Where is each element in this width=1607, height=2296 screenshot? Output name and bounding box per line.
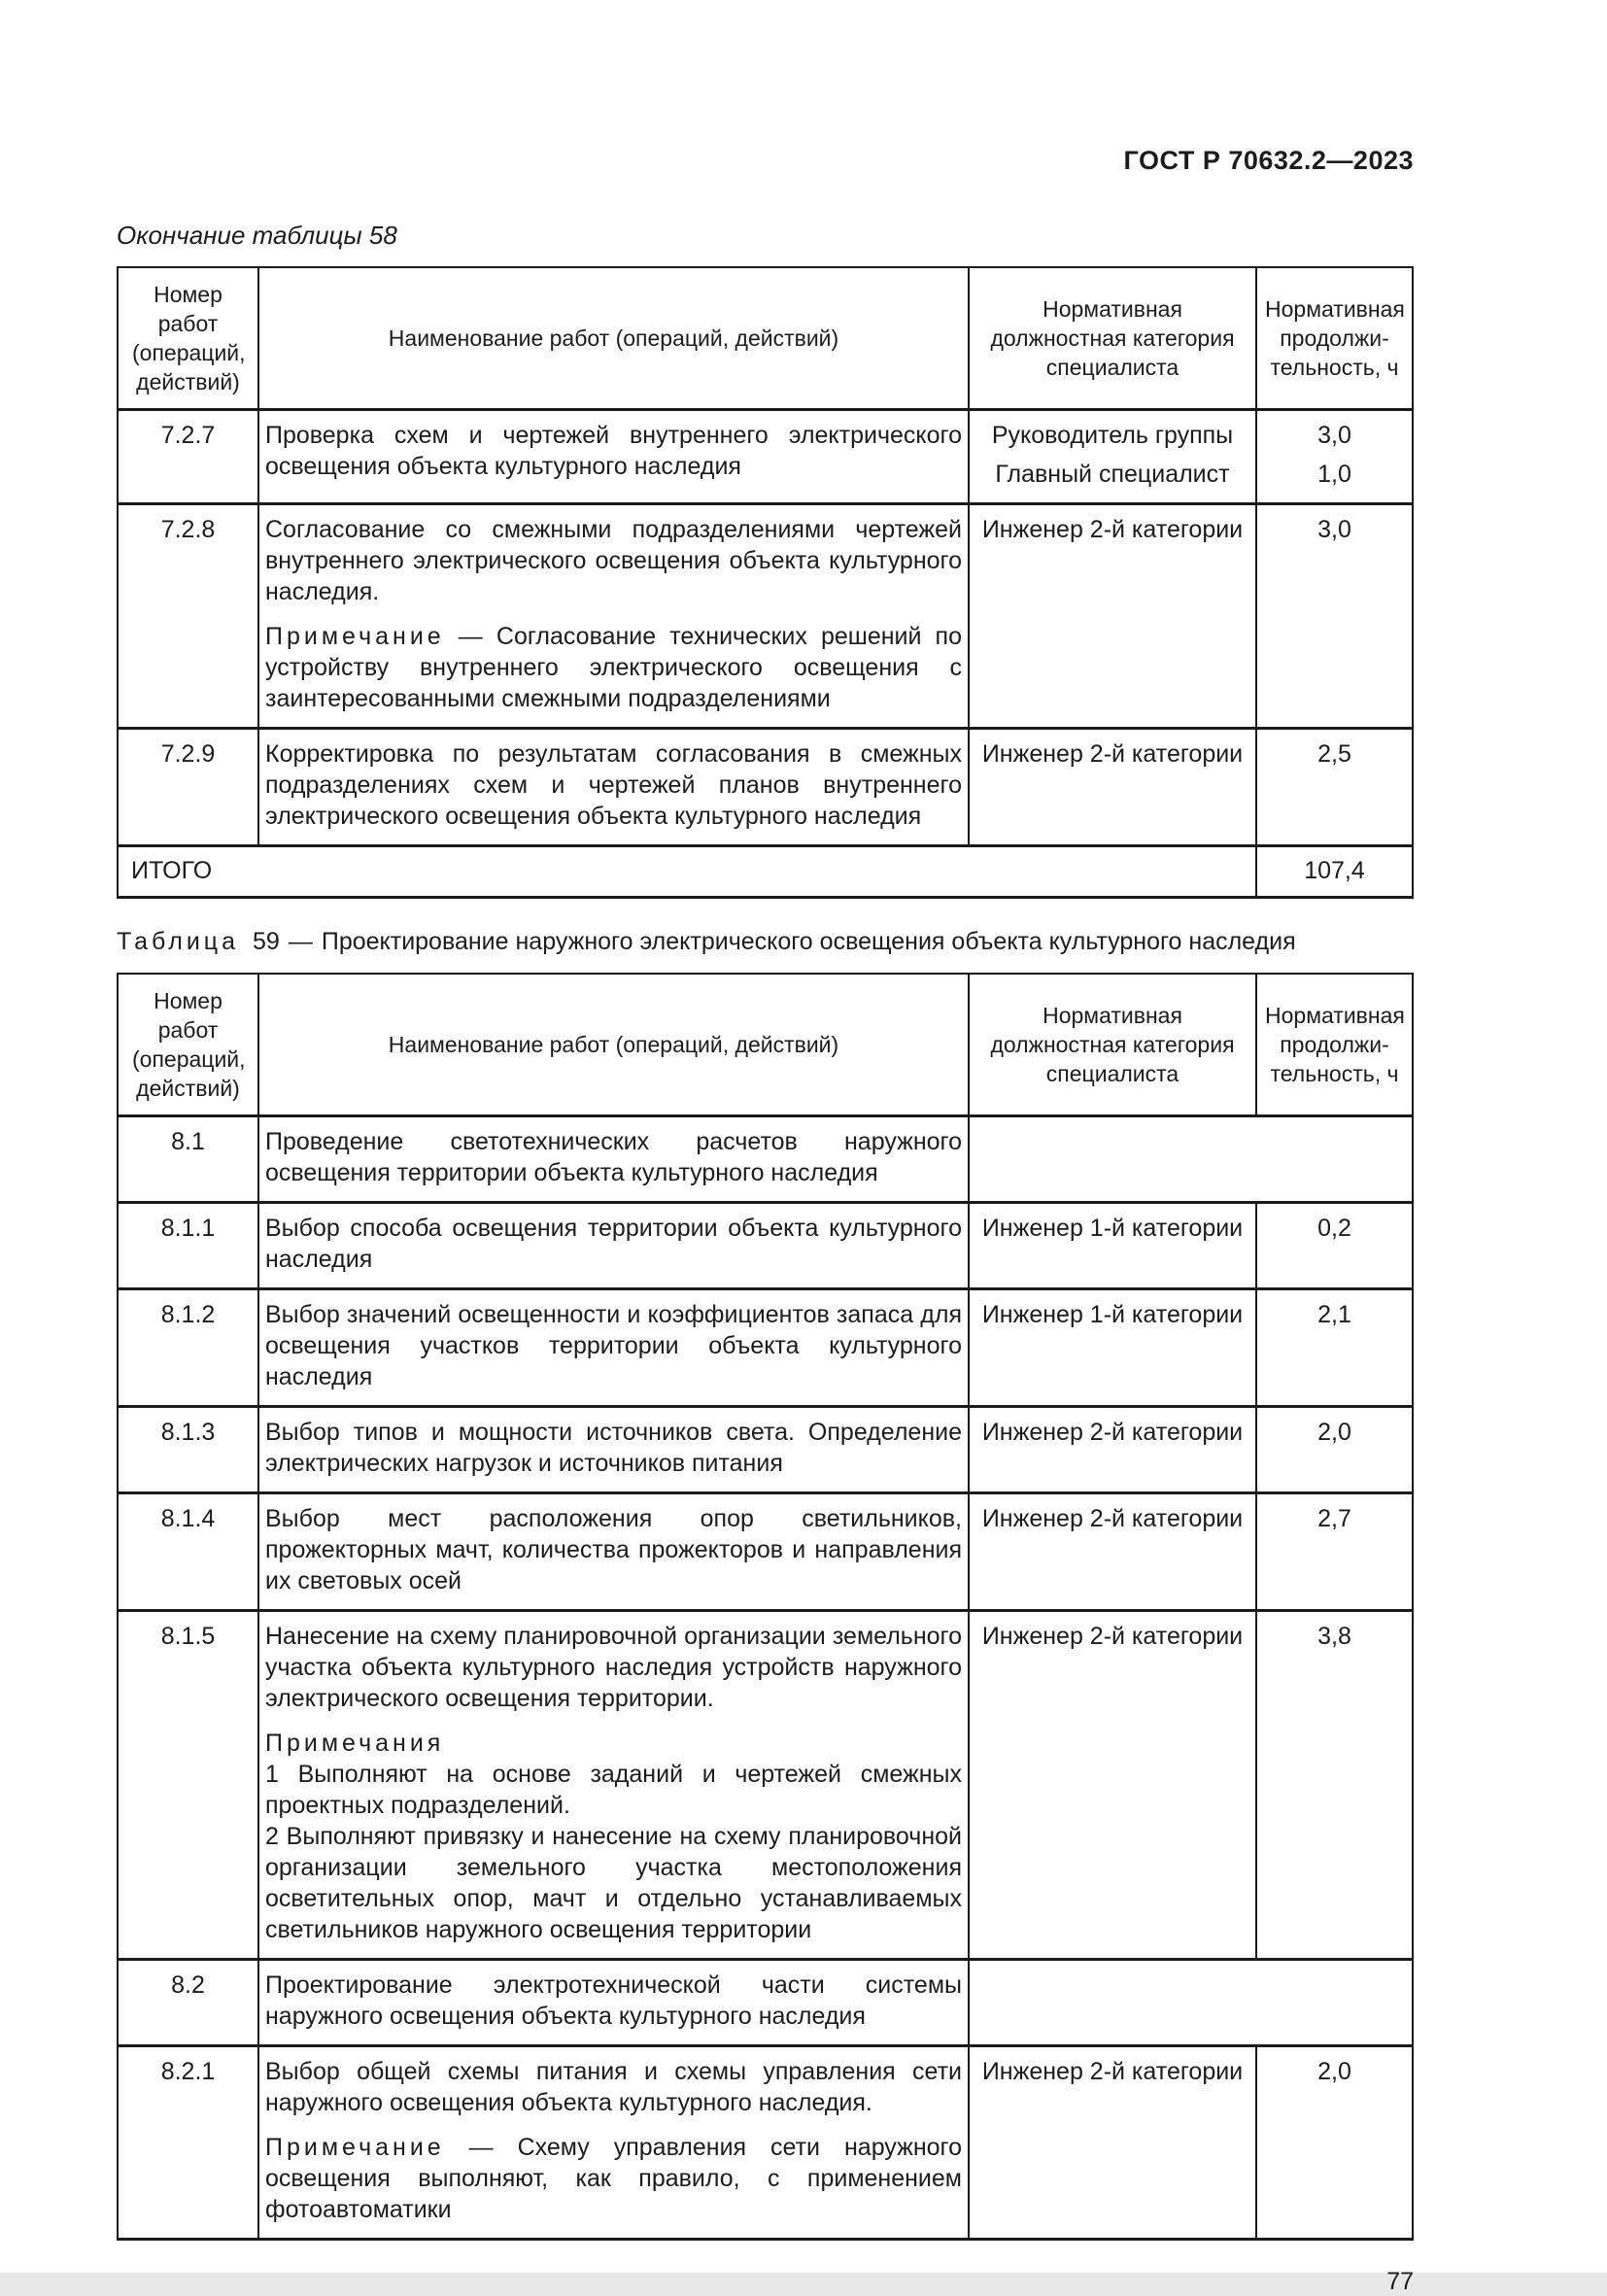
duration-value: 3,0 [1317, 422, 1351, 449]
specialist: Руководитель группы [991, 422, 1234, 449]
notes-label: Примечания [265, 1730, 445, 1757]
work-name: Проведение светотехнических расчетов наружного освещения территории объекта культурного наследия [265, 1128, 962, 1186]
duration-value: 2,0 [1256, 2046, 1413, 2240]
work-number: 8.1.1 [118, 1203, 258, 1289]
work-name-cell [258, 410, 969, 504]
row-8-1-3 [118, 1407, 1413, 1493]
specialist: Инженер 2-й категории [969, 1611, 1256, 1960]
work-number: 7.2.8 [118, 504, 258, 729]
work-name-cell [258, 1493, 969, 1611]
document-title: ГОСТ Р 70632.2—2023 [1123, 146, 1414, 175]
work-note [265, 2132, 962, 2225]
column-header-duration: Нормативная продолжи-тельность, ч [1256, 267, 1413, 410]
total-row [118, 846, 1413, 898]
work-name: Выбор типов и мощности источников света. Определение электрических нагрузок и источников питания [265, 1419, 962, 1477]
column-header-work-number: Номер работ (операций, действий) [118, 267, 258, 410]
duration-value: 3,8 [1256, 1611, 1413, 1960]
table58-header-row [118, 267, 1413, 410]
row-7-2-8 [118, 504, 1413, 729]
table58-continuation-caption: Окончание таблицы 58 [117, 221, 397, 250]
column-header-work-name: Наименование работ (операций, действий) [258, 974, 969, 1116]
specialist: Инженер 2-й категории [969, 2046, 1256, 2240]
table-59 [117, 973, 1414, 2241]
work-name-cell [258, 504, 969, 729]
table-58-end [117, 266, 1414, 899]
duration-value: 1,0 [1317, 461, 1351, 488]
duration-value: 2,5 [1256, 729, 1413, 846]
specialist: Инженер 1-й категории [969, 1289, 1256, 1407]
table59-header-row [118, 974, 1413, 1116]
work-number: 8.1.4 [118, 1493, 258, 1611]
work-name: Выбор способа освещения территории объекта культурного наследия [265, 1215, 962, 1273]
column-header-specialist-category: Нормативная должностная категория специалиста [969, 974, 1256, 1116]
work-note [265, 621, 962, 714]
work-number: 8.1.5 [118, 1611, 258, 1960]
row-8-1-5 [118, 1611, 1413, 1960]
column-header-duration: Нормативная продолжи-тельность, ч [1256, 974, 1413, 1116]
specialist: Инженер 1-й категории [969, 1203, 1256, 1289]
row-7-2-7 [118, 410, 1413, 504]
specialist: Инженер 2-й категории [969, 504, 1256, 729]
specialist: Инженер 2-й категории [969, 1407, 1256, 1493]
work-number: 8.1.3 [118, 1407, 258, 1493]
note-label: Примечание [265, 623, 445, 650]
work-name: Выбор мест расположения опор светильников, прожекторных мачт, количества прожекторов и направления их световых осей [265, 1505, 962, 1594]
work-name-cell [258, 1960, 969, 2046]
total-value: 107,4 [1256, 846, 1413, 898]
column-header-work-name: Наименование работ (операций, действий) [258, 267, 969, 410]
column-header-specialist-category: Нормативная должностная категория специалиста [969, 267, 1256, 410]
work-name-cell [258, 1116, 969, 1203]
work-name-cell [258, 1407, 969, 1493]
specialist: Инженер 2-й категории [969, 1493, 1256, 1611]
duration-value: 3,0 [1256, 504, 1413, 729]
work-number: 7.2.9 [118, 729, 258, 846]
specialist: Главный специалист [995, 461, 1230, 488]
note-item: 2 Выполняют привязку и нанесение на схему планировочной организации земельного участка местоположения осветительных опор, мачт и отдельно устанавливаемых светильников наружного освещения территории [265, 1823, 962, 1943]
work-name-cell [258, 2046, 969, 2240]
work-name: Выбор общей схемы питания и схемы управления сети наружного освещения объекта культурного наследия. [265, 2058, 962, 2116]
work-number: 8.1 [118, 1116, 258, 1203]
work-name-cell [258, 1611, 969, 1960]
duration-value: 2,1 [1256, 1289, 1413, 1407]
work-name: Корректировка по результатам согласования в смежных подразделениях схем и чертежей планов внутреннего электрического освещения объекта культурного наследия [265, 740, 962, 830]
specialist-cell [969, 410, 1256, 504]
row-8-2 [118, 1960, 1413, 2046]
row-7-2-9 [118, 729, 1413, 846]
row-8-1-1 [118, 1203, 1413, 1289]
table-caption-word: Таблица [117, 928, 240, 955]
work-name-cell [258, 1203, 969, 1289]
work-number: 8.2.1 [118, 2046, 258, 2240]
empty-merged-cell [969, 1116, 1413, 1203]
table-caption-number: 59 [253, 928, 280, 955]
page-number: 77 [1386, 2268, 1414, 2295]
row-8-1 [118, 1116, 1413, 1203]
row-8-2-1 [118, 2046, 1413, 2240]
note-item: 1 Выполняют на основе заданий и чертежей смежных проектных подразделений. [265, 1761, 962, 1819]
work-name: Выбор значений освещенности и коэффициентов запаса для освещения участков территории объекта культурного наследия [265, 1301, 962, 1390]
work-number: 7.2.7 [118, 410, 258, 504]
table-caption-title: Проектирование наружного электрического освещения объекта культурного наследия [321, 928, 1296, 955]
table-caption-dash: — [288, 928, 313, 955]
work-name-cell [258, 729, 969, 846]
work-number: 8.2 [118, 1960, 258, 2046]
row-8-1-4 [118, 1493, 1413, 1611]
work-name: Проектирование электротехнической части системы наружного освещения объекта культурного наследия [265, 1971, 962, 2030]
work-name: Нанесение на схему планировочной организации земельного участка объекта культурного наследия устройств наружного электрического освещения территории. [265, 1623, 962, 1712]
duration-cell [1256, 410, 1413, 504]
note-label: Примечание [265, 2134, 445, 2161]
work-number: 8.1.2 [118, 1289, 258, 1407]
note-text: — Согласование технических решений по устройству внутреннего электрического освещения с заинтересованными смежными подразделениями [265, 623, 962, 712]
work-name: Согласование со смежными подразделениями чертежей внутреннего электрического освещения объекта культурного наследия. [265, 516, 962, 605]
duration-value: 0,2 [1256, 1203, 1413, 1289]
duration-value: 2,0 [1256, 1407, 1413, 1493]
duration-value: 2,7 [1256, 1493, 1413, 1611]
work-name: Проверка схем и чертежей внутреннего электрического освещения объекта культурного наследия [265, 422, 962, 480]
empty-merged-cell [969, 1960, 1413, 2046]
table59-caption [117, 926, 1414, 957]
work-name-cell [258, 1289, 969, 1407]
specialist: Инженер 2-й категории [969, 729, 1256, 846]
row-8-1-2 [118, 1289, 1413, 1407]
work-notes [265, 1728, 962, 1945]
note-text: — Схему управления сети наружного освещения выполняют, как правило, с применением фотоавтоматики [265, 2134, 962, 2223]
column-header-work-number: Номер работ (операций, действий) [118, 974, 258, 1116]
total-label: ИТОГО [118, 846, 1256, 898]
